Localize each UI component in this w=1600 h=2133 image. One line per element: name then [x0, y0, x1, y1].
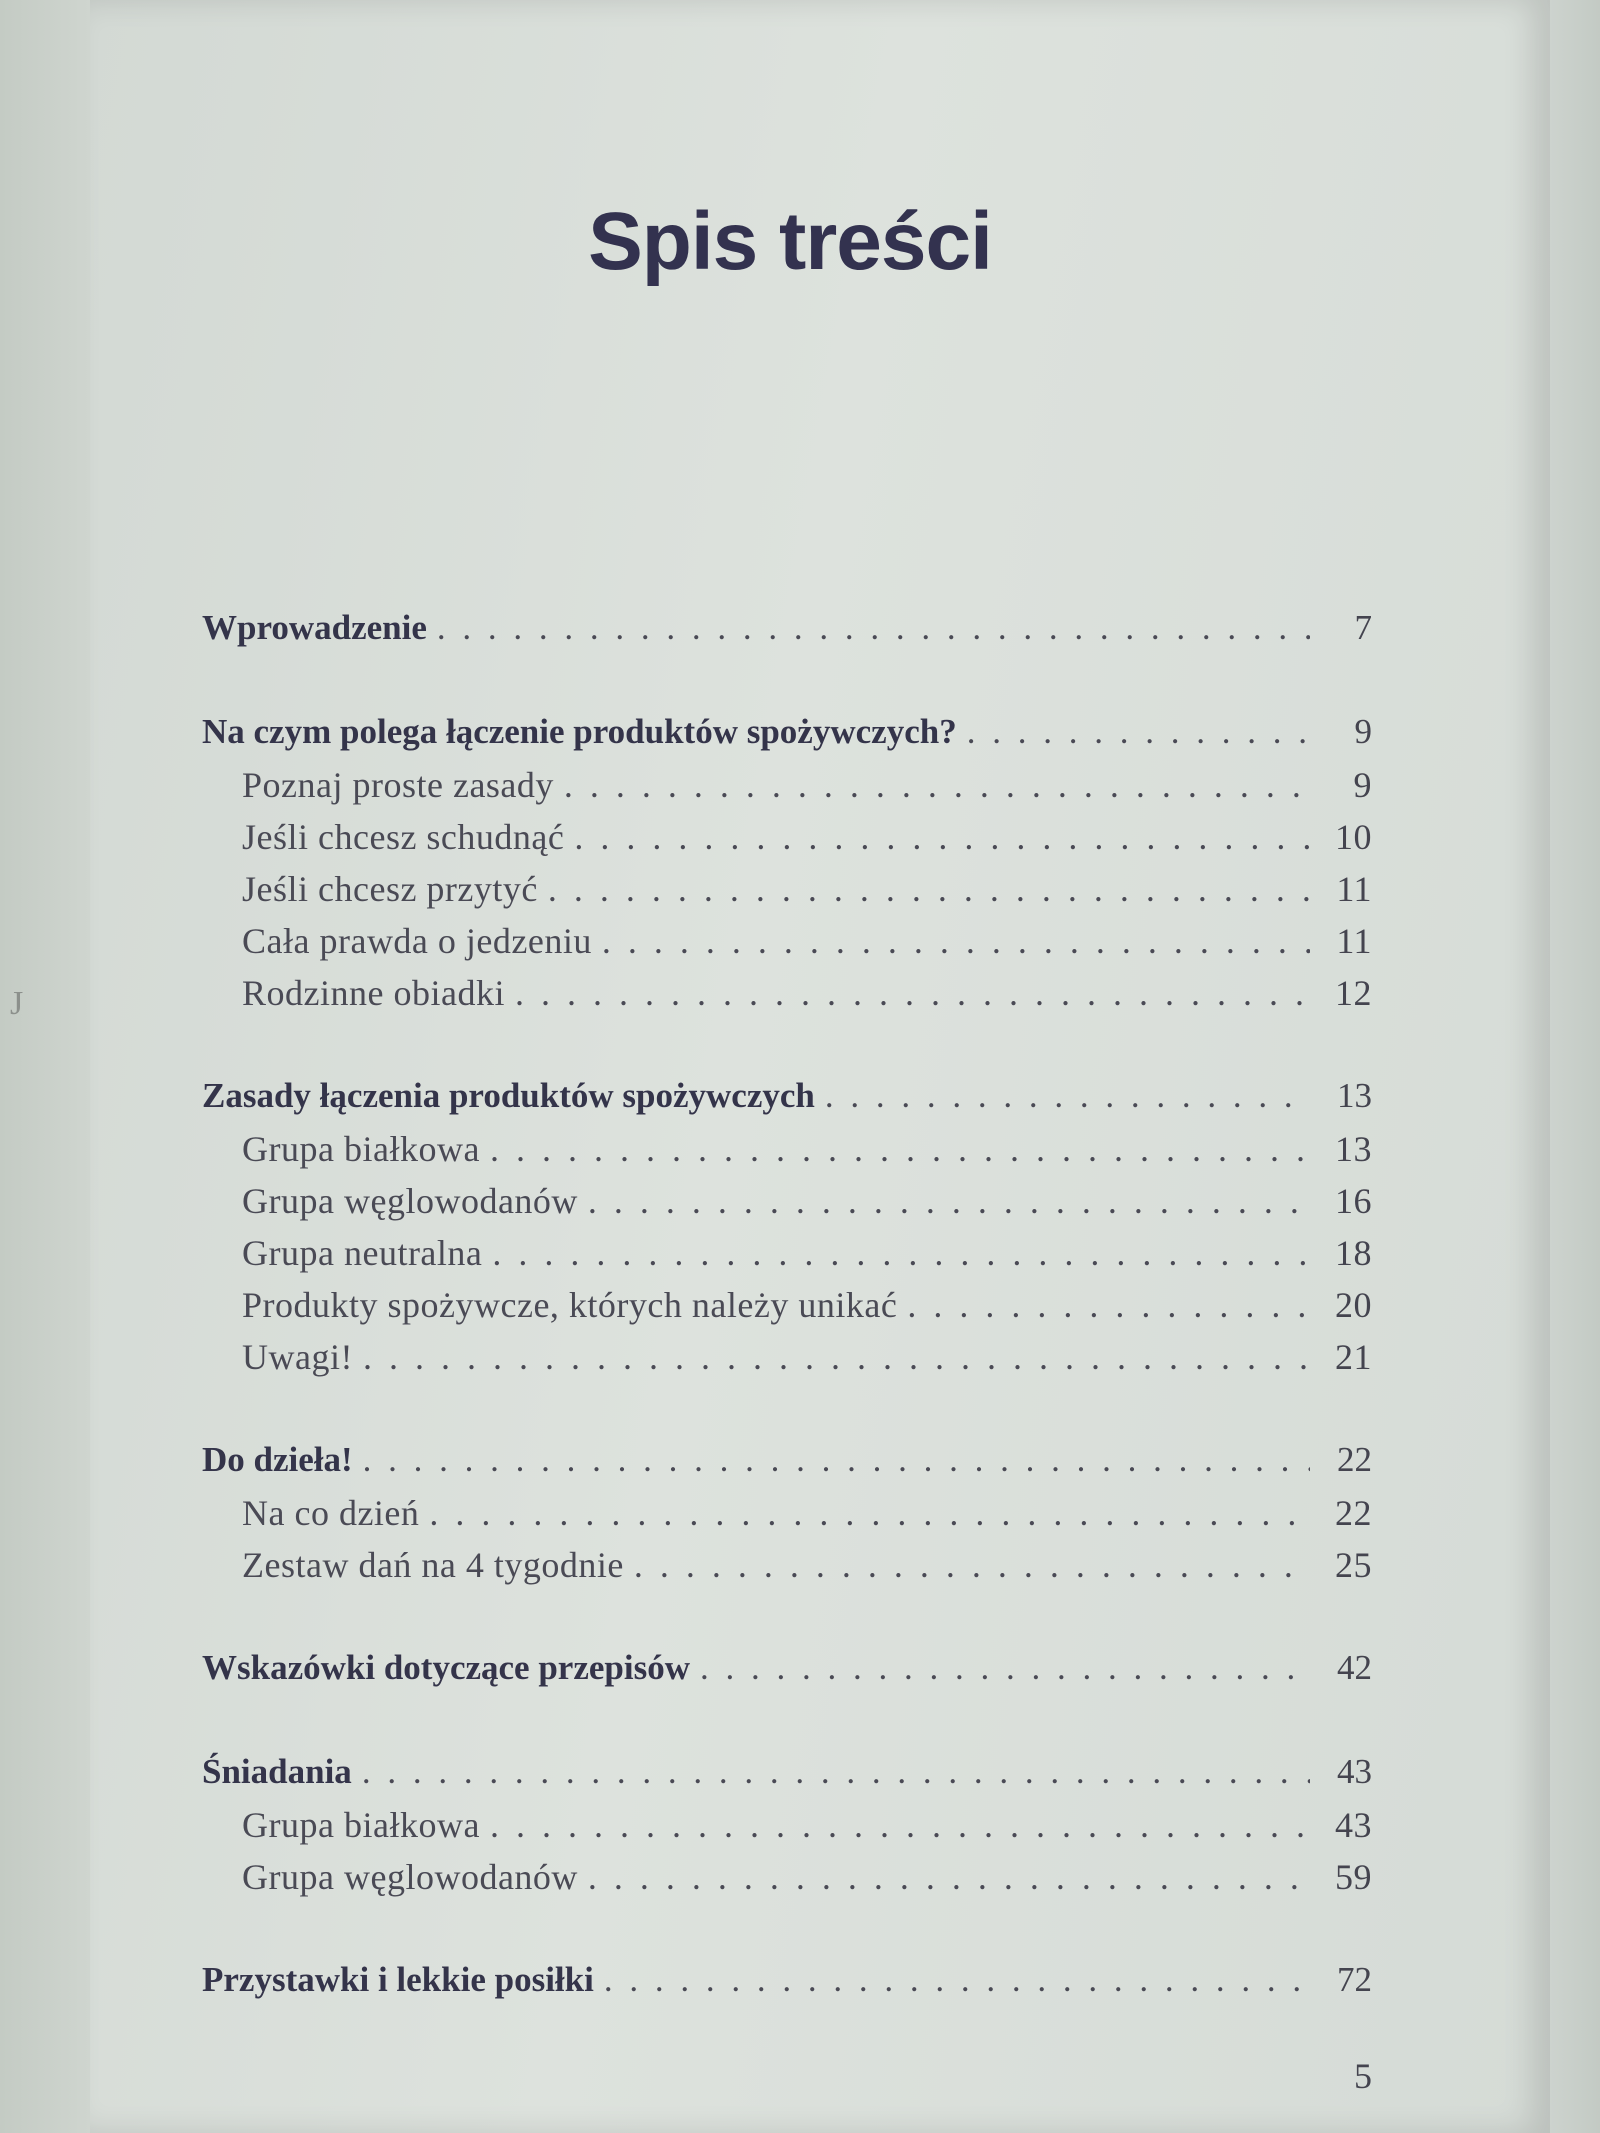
toc-page-number: 25 — [1335, 1545, 1372, 1585]
toc-page-number: 72 — [1337, 1960, 1372, 1999]
toc-subsection-row[interactable] — [202, 1856, 1372, 1908]
toc-page-number: 20 — [1335, 1285, 1372, 1325]
toc-subsection-title: Grupa białkowa — [242, 1805, 480, 1845]
toc-chapter-title: Śniadania — [202, 1752, 352, 1791]
dot-leader — [967, 712, 1310, 752]
toc-page-number: 21 — [1335, 1337, 1372, 1377]
dot-leader — [515, 972, 1310, 1014]
toc-chapter-row[interactable] — [202, 1960, 1372, 2012]
toc-chapter-title: Wprowadzenie — [202, 608, 427, 647]
toc-chapter-title: Na czym polega łączenie produktów spożywczych? — [202, 712, 957, 751]
toc-subsection-row[interactable] — [202, 816, 1372, 868]
toc-page-number: 43 — [1337, 1752, 1372, 1791]
toc-subsection-row[interactable] — [202, 920, 1372, 972]
toc-subsection-title: Grupa węglowodanów — [242, 1181, 578, 1221]
dot-leader — [634, 1544, 1310, 1586]
toc-subsection-row[interactable] — [202, 1180, 1372, 1232]
toc-subsection-row[interactable] — [202, 1232, 1372, 1284]
toc-subsection-row[interactable] — [202, 1804, 1372, 1856]
dot-leader — [362, 1752, 1310, 1792]
toc-page-number: 13 — [1337, 1076, 1372, 1115]
toc-page-number: 42 — [1337, 1648, 1372, 1687]
toc-subsection-title: Grupa neutralna — [242, 1233, 483, 1273]
toc-chapter-row[interactable] — [202, 712, 1372, 764]
dot-leader — [490, 1128, 1310, 1170]
toc-page-number: 9 — [1354, 712, 1372, 751]
toc-page-number: 10 — [1335, 817, 1372, 857]
dot-leader — [548, 868, 1310, 910]
dot-leader — [604, 1960, 1310, 2000]
toc-chapter-row[interactable] — [202, 608, 1372, 660]
dot-leader — [907, 1284, 1310, 1326]
toc-subsection-row[interactable] — [202, 1128, 1372, 1180]
dot-leader — [825, 1076, 1310, 1116]
toc-subsection-row[interactable] — [202, 868, 1372, 920]
dot-leader — [574, 816, 1310, 858]
toc-chapter-row[interactable] — [202, 1076, 1372, 1128]
toc-page-number: 11 — [1336, 869, 1372, 909]
toc-section — [202, 1752, 1372, 1908]
dot-leader — [492, 1232, 1310, 1274]
edge-glyph: J — [10, 985, 24, 1022]
toc-page-number: 12 — [1335, 973, 1372, 1013]
toc-chapter-row[interactable] — [202, 1752, 1372, 1804]
dot-leader — [437, 608, 1310, 648]
dot-leader — [564, 764, 1310, 806]
page-gutter — [1550, 0, 1600, 2133]
page-title-text: Spis treści — [588, 196, 992, 287]
page-number: 5 — [1354, 2056, 1372, 2096]
toc-page-number: 22 — [1335, 1493, 1372, 1533]
toc-subsection-row[interactable] — [202, 1544, 1372, 1596]
toc-page-number: 59 — [1335, 1857, 1372, 1897]
toc-subsection-title: Grupa węglowodanów — [242, 1857, 578, 1897]
toc-page-number: 13 — [1335, 1129, 1372, 1169]
toc-subsection-title: Na co dzień — [242, 1493, 420, 1533]
dot-leader — [363, 1440, 1310, 1480]
dot-leader — [490, 1804, 1310, 1846]
toc-chapter-row[interactable] — [202, 1440, 1372, 1492]
toc-page-number: 7 — [1354, 608, 1372, 647]
toc-subsection-title: Uwagi! — [242, 1337, 353, 1377]
toc-page-number: 11 — [1336, 921, 1372, 961]
dot-leader — [588, 1180, 1310, 1222]
page-title — [0, 195, 1600, 289]
dot-leader — [588, 1856, 1310, 1898]
toc-subsection-title: Jeśli chcesz przytyć — [242, 869, 538, 909]
toc-subsection-row[interactable] — [202, 1284, 1372, 1336]
dot-leader — [700, 1648, 1310, 1688]
toc-subsection-row[interactable] — [202, 972, 1372, 1024]
toc-section — [202, 1440, 1372, 1596]
toc-chapter-title: Przystawki i lekkie posiłki — [202, 1960, 594, 1999]
dot-leader — [429, 1492, 1310, 1534]
toc-subsection-title: Poznaj proste zasady — [242, 765, 554, 805]
toc-page-number: 18 — [1335, 1233, 1372, 1273]
toc-subsection-title: Rodzinne obiadki — [242, 973, 505, 1013]
toc-chapter-title: Do dzieła! — [202, 1440, 353, 1479]
toc-subsection-title: Cała prawda o jedzeniu — [242, 921, 592, 961]
toc-section — [202, 1960, 1372, 2012]
toc-section — [202, 1076, 1372, 1388]
toc-subsection-title: Produkty spożywcze, których należy unikać — [242, 1285, 898, 1325]
toc-section — [202, 1648, 1372, 1700]
toc-chapter-row[interactable] — [202, 1648, 1372, 1700]
toc-section — [202, 712, 1372, 1024]
dot-leader — [363, 1336, 1310, 1378]
toc-subsection-title: Zestaw dań na 4 tygodnie — [242, 1545, 624, 1585]
toc-subsection-row[interactable] — [202, 1492, 1372, 1544]
toc-page-number: 43 — [1335, 1805, 1372, 1845]
toc-chapter-title: Zasady łączenia produktów spożywczych — [202, 1076, 815, 1115]
facing-page-edge — [0, 0, 90, 2133]
toc-page-number: 22 — [1337, 1440, 1372, 1479]
table-of-contents — [202, 608, 1372, 2064]
toc-section — [202, 608, 1372, 660]
toc-page-number: 9 — [1353, 765, 1372, 805]
toc-subsection-title: Jeśli chcesz schudnąć — [242, 817, 565, 857]
toc-subsection-title: Grupa białkowa — [242, 1129, 480, 1169]
toc-page-number: 16 — [1335, 1181, 1372, 1221]
toc-chapter-title: Wskazówki dotyczące przepisów — [202, 1648, 691, 1687]
dot-leader — [602, 920, 1310, 962]
toc-subsection-row[interactable] — [202, 1336, 1372, 1388]
toc-subsection-row[interactable] — [202, 764, 1372, 816]
